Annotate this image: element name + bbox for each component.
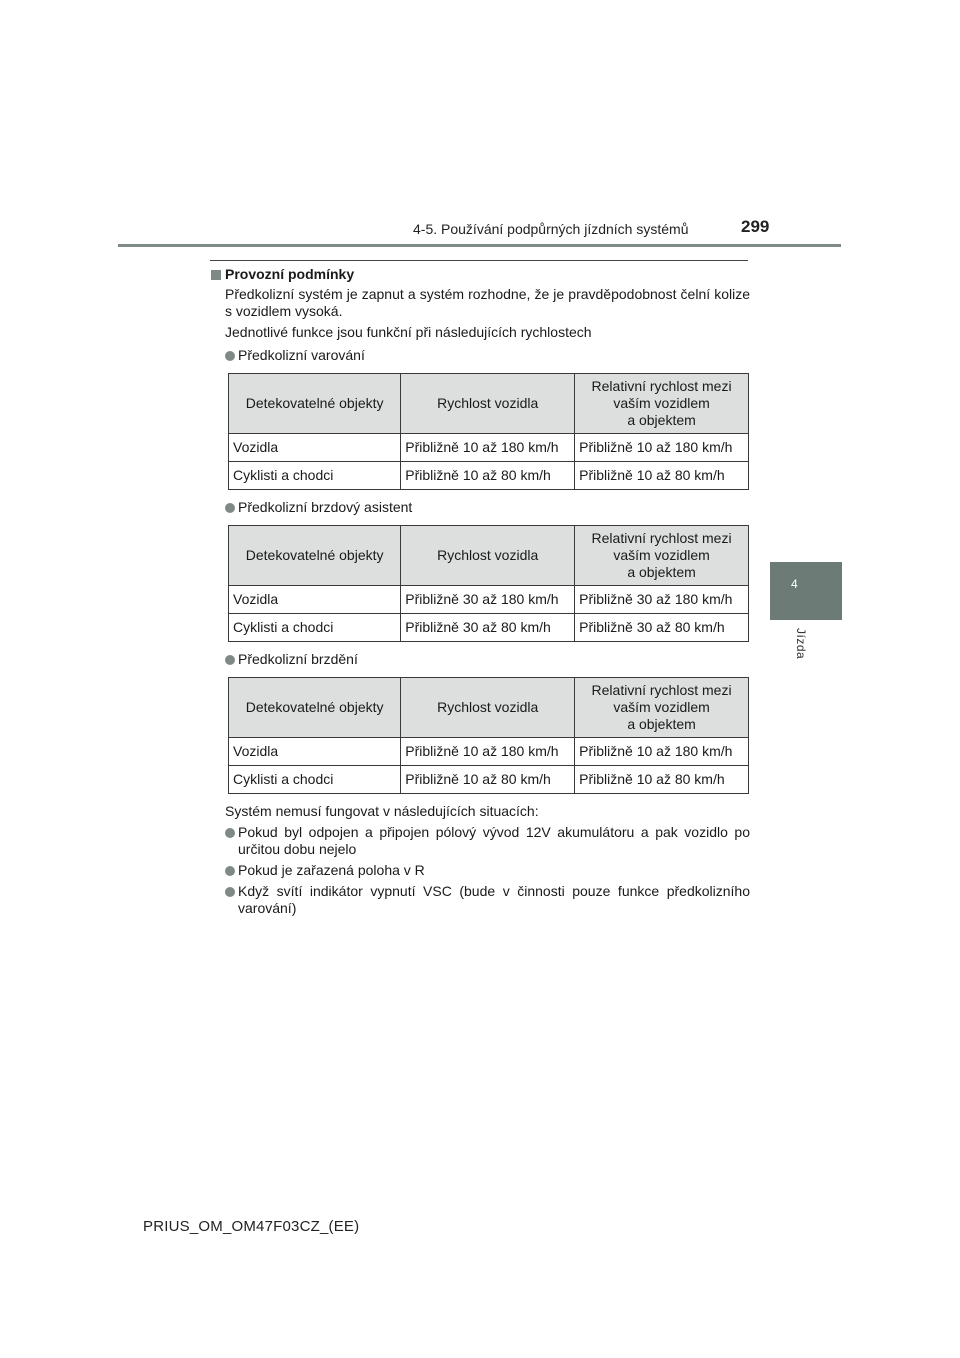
speed-table xyxy=(228,373,749,490)
column-header: Rychlost vozidla xyxy=(401,678,575,738)
table-row xyxy=(229,614,749,642)
situations-intro: Systém nemusí fungovat v následujících situacích: xyxy=(225,803,539,819)
table-row xyxy=(229,738,749,766)
header-rule xyxy=(118,244,841,247)
intro-paragraph: Předkolizní systém je zapnut a systém rozhodne, že je pravděpodobnost čelní kolize s vozidlem vysoká. xyxy=(225,286,750,319)
circle-bullet-icon xyxy=(225,887,235,897)
table-row xyxy=(229,462,749,490)
chapter-label: Jízda xyxy=(794,628,808,660)
table-cell: Přibližně 10 až 80 km/h xyxy=(401,766,575,794)
situation-text: Když svítí indikátor vypnutí VSC (bude v činnosti pouze funkce předkolizního varování) xyxy=(238,883,750,916)
circle-bullet-icon xyxy=(225,351,235,361)
intro-paragraph-2: Jednotlivé funkce jsou funkční při následujících rychlostech xyxy=(225,324,592,340)
table-cell: Cyklisti a chodci xyxy=(229,614,401,642)
function-title-text: Předkolizní brzdový asistent xyxy=(238,499,413,515)
chapter-tab xyxy=(770,562,842,620)
table-header-row xyxy=(229,374,749,434)
table-cell: Přibližně 10 až 80 km/h xyxy=(575,766,749,794)
table-cell: Přibližně 10 až 180 km/h xyxy=(401,434,575,462)
table-cell: Cyklisti a chodci xyxy=(229,462,401,490)
table-cell: Vozidla xyxy=(229,434,401,462)
situation-item xyxy=(210,824,750,858)
function-title-text: Předkolizní varování xyxy=(238,347,365,363)
table-cell: Vozidla xyxy=(229,738,401,766)
heading-text: Provozní podmínky xyxy=(225,266,355,282)
speed-table xyxy=(228,677,749,794)
situation-text: Pokud byl odpojen a připojen pólový vývod 12V akumulátoru a pak vozidlo po určitou dobu nejelo xyxy=(238,824,750,857)
section-heading xyxy=(210,266,750,283)
column-header: Detekovatelné objekty xyxy=(229,526,401,586)
function-title xyxy=(210,651,750,668)
table-cell: Přibližně 10 až 180 km/h xyxy=(575,434,749,462)
page-number: 299 xyxy=(741,217,770,236)
column-header: Relativní rychlost mezi vaším vozidlem a objektem xyxy=(575,678,749,738)
circle-bullet-icon xyxy=(225,828,235,838)
table-cell: Vozidla xyxy=(229,586,401,614)
function-title xyxy=(210,347,750,364)
square-bullet-icon xyxy=(211,270,221,280)
situation-text: Pokud je zařazená poloha v R xyxy=(238,862,425,878)
chapter-number: 4 xyxy=(791,577,798,591)
table-cell: Přibližně 10 až 180 km/h xyxy=(575,738,749,766)
column-header: Detekovatelné objekty xyxy=(229,678,401,738)
table-cell: Přibližně 10 až 80 km/h xyxy=(575,462,749,490)
table-row xyxy=(229,586,749,614)
table-cell: Přibližně 30 až 80 km/h xyxy=(575,614,749,642)
column-header: Relativní rychlost mezi vaším vozidlem a objektem xyxy=(575,374,749,434)
content xyxy=(210,266,750,921)
function-title xyxy=(210,499,750,516)
table-cell: Přibližně 30 až 80 km/h xyxy=(401,614,575,642)
column-header: Relativní rychlost mezi vaším vozidlem a objektem xyxy=(575,526,749,586)
table-row xyxy=(229,434,749,462)
table-cell: Přibližně 10 až 80 km/h xyxy=(401,462,575,490)
speed-table xyxy=(228,525,749,642)
table-cell: Přibližně 30 až 180 km/h xyxy=(401,586,575,614)
table-cell: Cyklisti a chodci xyxy=(229,766,401,794)
column-header: Detekovatelné objekty xyxy=(229,374,401,434)
document-code: PRIUS_OM_OM47F03CZ_(EE) xyxy=(143,1218,360,1235)
situation-item xyxy=(210,862,750,879)
situation-item xyxy=(210,883,750,917)
column-header: Rychlost vozidla xyxy=(401,526,575,586)
circle-bullet-icon xyxy=(225,503,235,513)
function-title-text: Předkolizní brzdění xyxy=(238,651,358,667)
table-header-row xyxy=(229,678,749,738)
circle-bullet-icon xyxy=(225,655,235,665)
table-header-row xyxy=(229,526,749,586)
table-cell: Přibližně 10 až 180 km/h xyxy=(401,738,575,766)
circle-bullet-icon xyxy=(225,866,235,876)
section-divider xyxy=(210,260,748,261)
section-title: 4-5. Používání podpůrných jízdních systémů xyxy=(413,221,689,237)
column-header: Rychlost vozidla xyxy=(401,374,575,434)
table-row xyxy=(229,766,749,794)
table-cell: Přibližně 30 až 180 km/h xyxy=(575,586,749,614)
